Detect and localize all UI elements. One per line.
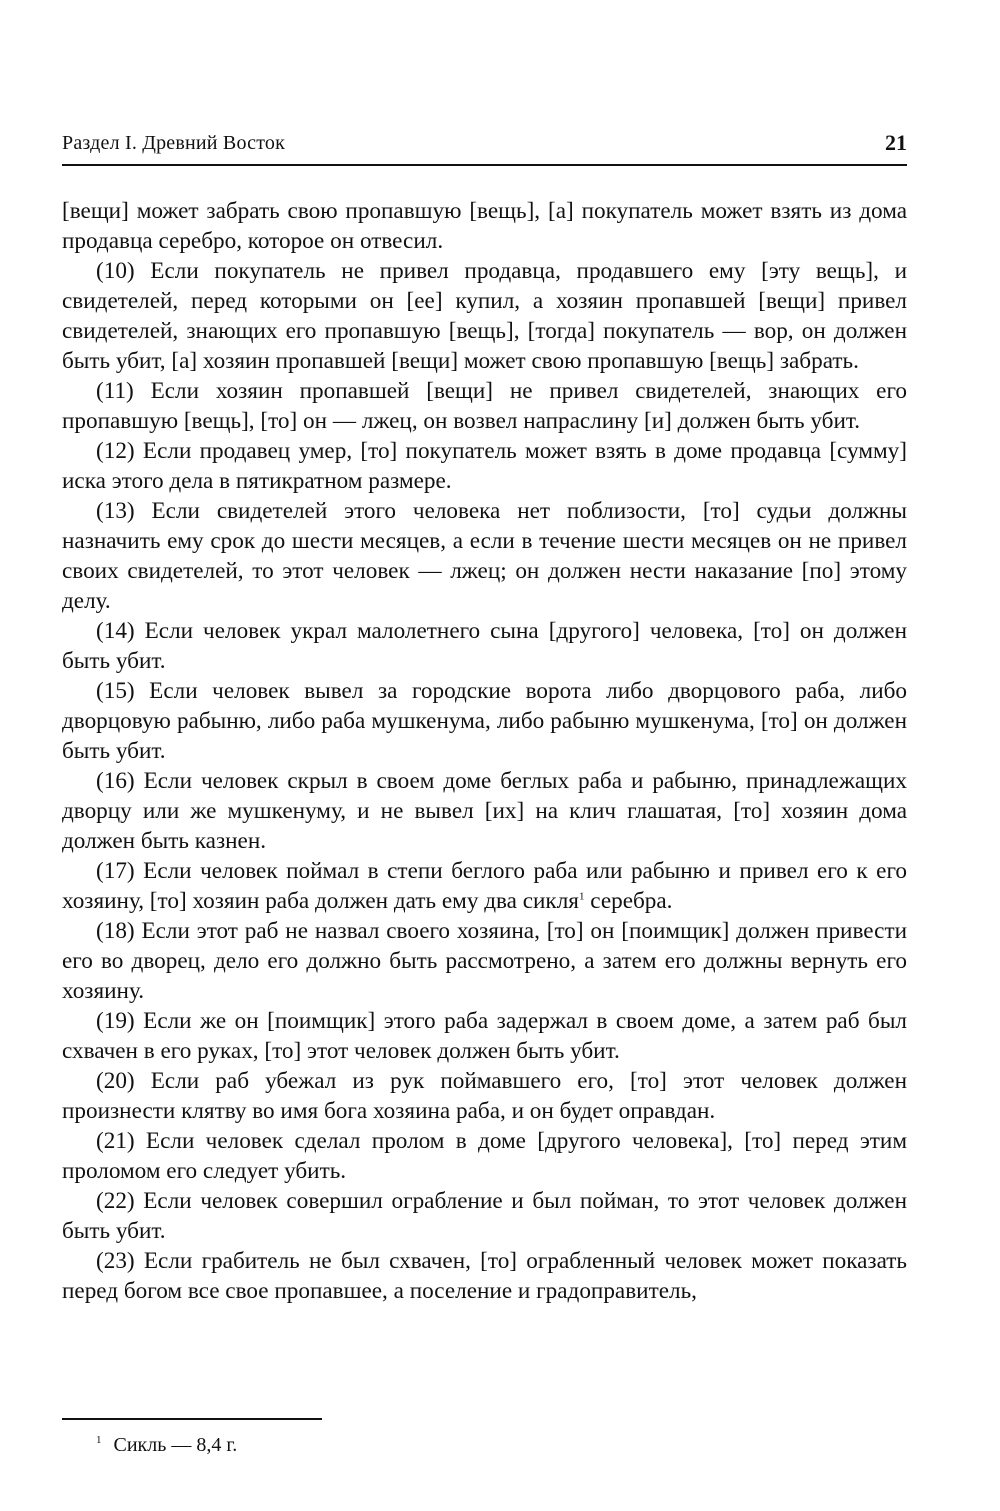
footnote-divider [62, 1418, 322, 1420]
paragraph-text: (21) Если человек сделал пролом в доме [другого человека], [то] перед этим проломом его следует убить. [62, 1128, 907, 1184]
paragraph-text: (18) Если этот раб не назвал своего хозяина, [то] он [поимщик] должен привести его во дворец, дело его должно быть рассмотрено, а затем его должны вернуть его хозяину. [62, 918, 907, 1004]
footnote-text: Сикль — 8,4 г. [113, 1434, 238, 1456]
paragraph-text-tail: серебра. [584, 888, 673, 914]
paragraph-continued [62, 196, 907, 256]
article-17 [62, 856, 907, 916]
paragraph-text: (22) Если человек совершил ограбление и был пойман, то этот человек должен быть убит. [62, 1188, 907, 1244]
paragraph-text: (11) Если хозяин пропавшей [вещи] не привел свидетелей, знающих его пропавшую [вещь], [то] он — лжец, он возвел напраслину [и] должен быть убит. [62, 378, 907, 434]
paragraph-text: (20) Если раб убежал из рук поймавшего его, [то] этот человек должен произнести клятву во имя бога хозяина раба, и он будет оправдан. [62, 1068, 907, 1124]
article-11 [62, 376, 907, 436]
footnote-mark: 1 [96, 1434, 102, 1447]
article-19 [62, 1006, 907, 1066]
article-10 [62, 256, 907, 376]
running-header [62, 130, 907, 166]
page-body [62, 196, 907, 1306]
paragraph-text: (16) Если человек скрыл в своем доме беглых раба и рабыню, принадлежащих дворцу или же мушкенуму, и не вывел [их] на клич глашатая, [то] хозяин дома должен быть казнен. [62, 768, 907, 854]
article-20 [62, 1066, 907, 1126]
paragraph-text: (15) Если человек вывел за городские ворота либо дворцового раба, либо дворцовую рабыню, либо раба мушкенума, либо рабыню мушкенума, [то] он должен быть убит. [62, 678, 907, 764]
paragraph-text: (13) Если свидетелей этого человека нет поблизости, [то] судьи должны назначить ему срок до шести месяцев, а если в течение шести месяцев он не привел своих свидетелей, то этот человек — лжец; он должен нести наказание [по] этому делу. [62, 498, 907, 614]
paragraph-text: (12) Если продавец умер, [то] покупатель может взять в доме продавца [сумму] иска этого дела в пятикратном размере. [62, 438, 907, 494]
footnote [96, 1434, 237, 1457]
article-21 [62, 1126, 907, 1186]
paragraph-text: (23) Если грабитель не был схвачен, [то] ограбленный человек может показать перед богом все свое пропавшее, а поселение и градоправитель, [62, 1248, 907, 1304]
article-23 [62, 1246, 907, 1306]
paragraph-text: [вещи] может забрать свою пропавшую [вещь], [а] покупатель может взять из дома продавца серебро, которое он отвесил. [62, 198, 907, 254]
paragraph-text: (14) Если человек украл малолетнего сына [другого] человека, [то] он должен быть убит. [62, 618, 907, 674]
article-18 [62, 916, 907, 1006]
article-13 [62, 496, 907, 616]
article-14 [62, 616, 907, 676]
article-12 [62, 436, 907, 496]
article-15 [62, 676, 907, 766]
section-title: Раздел I. Древний Восток [62, 132, 286, 154]
article-22 [62, 1186, 907, 1246]
article-16 [62, 766, 907, 856]
page-number: 21 [885, 130, 907, 155]
paragraph-text: (10) Если покупатель не привел продавца, продавшего ему [эту вещь], и свидетелей, перед которыми он [ее] купил, а хозяин пропавшей [вещи] привел свидетелей, знающих его пропавшую [вещь], [тогда] покупатель — вор, он должен быть убит, [а] хозяин пропавшей [вещи] может свою пропавшую [вещь] забрать. [62, 258, 907, 374]
footnote-reference[interactable]: 1 [578, 890, 585, 903]
paragraph-text: (19) Если же он [поимщик] этого раба задержал в своем доме, а затем раб был схвачен в его руках, [то] этот человек должен быть убит. [62, 1008, 907, 1064]
paragraph-text: (17) Если человек поймал в степи беглого раба или рабыню и привел его к его хозяину, [то] хозяин раба должен дать ему два сикля [62, 858, 907, 914]
